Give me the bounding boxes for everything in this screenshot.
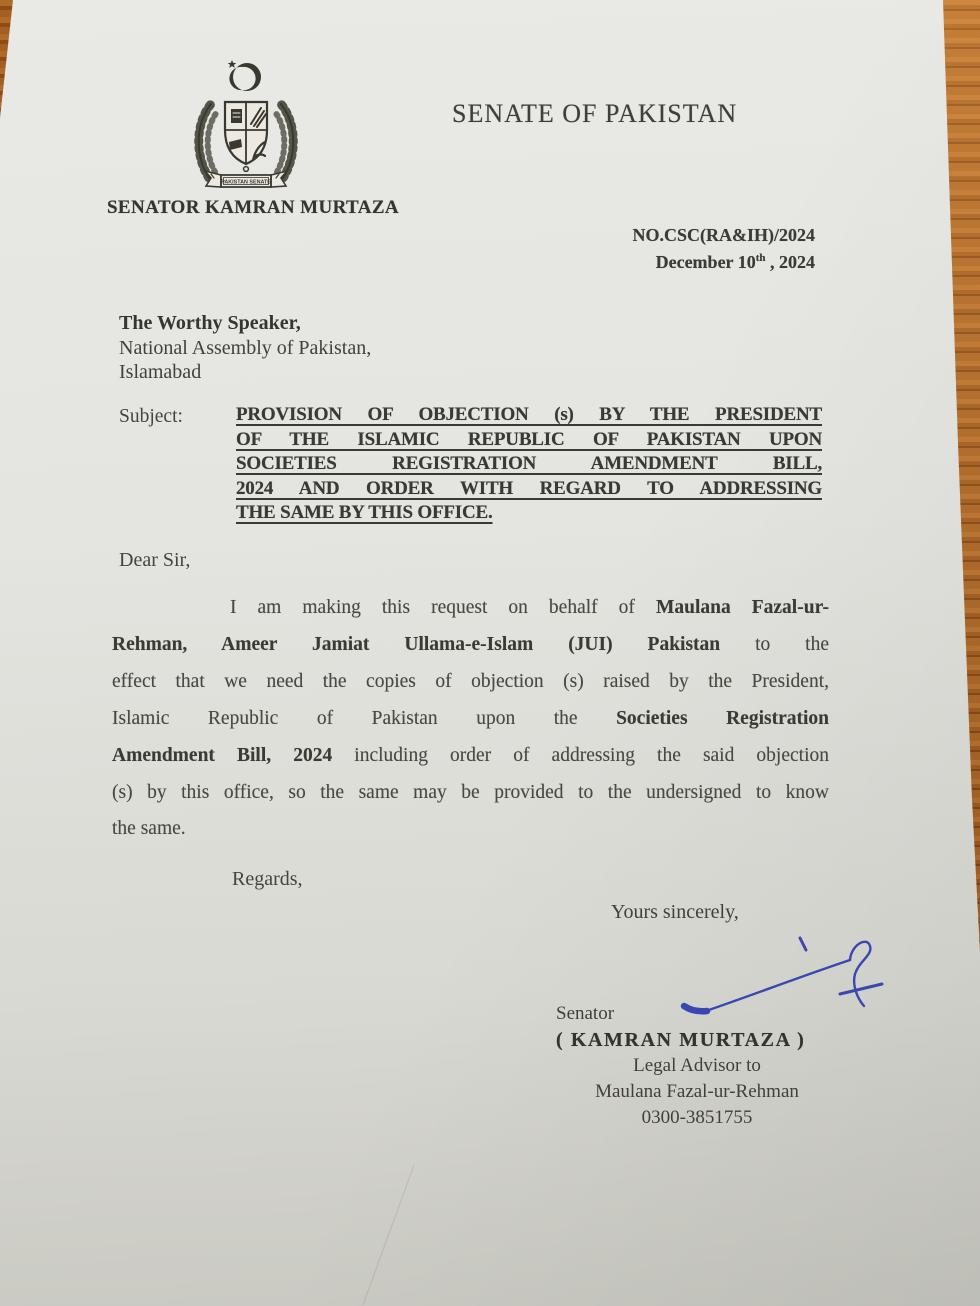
text-run: effect that we need the copies of objection (s) raised by the President, xyxy=(112,670,829,692)
signer-role-2: Maulana Fazal-ur-Rehman xyxy=(595,1081,799,1102)
addressee-city: Islamabad xyxy=(119,361,202,383)
paper-crease xyxy=(362,1164,414,1305)
text-line: SOCIETIES REGISTRATION AMENDMENT BILL, xyxy=(236,453,822,475)
text-line xyxy=(112,590,829,627)
text-line: OF THE ISLAMIC REPUBLIC OF PAKISTAN UPON xyxy=(236,428,822,450)
shield-glyph-1 xyxy=(231,109,242,123)
wreath-left-inner xyxy=(208,112,217,172)
date-ordinal-suffix: th xyxy=(755,252,766,264)
addressee-name: The Worthy Speaker, xyxy=(119,312,301,334)
text-run: I am making this request on behalf of xyxy=(230,597,656,618)
date-text: December 10 xyxy=(655,252,756,272)
banner-text: PAKISTAN SENATE xyxy=(221,179,271,186)
text-line: 2024 AND ORDER WITH REGARD TO ADDRESSING xyxy=(236,477,822,499)
reference-block xyxy=(565,224,815,274)
text-run: Islamic Republic of Pakistan upon the xyxy=(112,707,617,729)
text-line xyxy=(112,701,829,738)
addressee-org: National Assembly of Pakistan, xyxy=(119,336,372,359)
body-paragraph xyxy=(112,590,829,848)
text-line xyxy=(112,775,829,812)
signer-name: ( KAMRAN MURTAZA ) xyxy=(556,1029,806,1051)
text-run: to the xyxy=(720,633,829,655)
date-text: , 2024 xyxy=(765,252,815,272)
subject-label: Subject: xyxy=(119,406,183,427)
text-line xyxy=(112,627,829,664)
table-surface xyxy=(0,0,13,118)
subject-text xyxy=(236,403,822,526)
bold-text-run: Societies Registration xyxy=(616,707,829,729)
bold-text-run: Maulana Fazal-ur- xyxy=(655,597,829,618)
reference-date xyxy=(565,247,815,274)
text-line: PROVISION OF OBJECTION (s) BY THE PRESIDENT xyxy=(236,404,822,425)
text-run: the same. xyxy=(112,818,186,840)
bold-text-run: Rehman, Ameer Jamiat Ullama-e-Islam (JUI) Pakistan xyxy=(112,633,721,655)
reference-number: NO.CSC(RA&IH)/2024 xyxy=(632,225,815,245)
table-surface xyxy=(938,0,980,952)
text-run: (s) by this office, so the same may be provided to the undersigned to know xyxy=(112,781,829,803)
text-line xyxy=(112,738,829,775)
signature-block xyxy=(556,1001,838,1131)
text-line xyxy=(112,811,829,848)
star-icon xyxy=(228,60,237,68)
valediction-line: Yours sincerely, xyxy=(611,901,739,923)
addressee-block xyxy=(119,311,371,385)
letterhead-org-title: SENATE OF PAKISTAN xyxy=(452,99,738,128)
signer-role-1: Legal Advisor to xyxy=(633,1055,761,1076)
signer-phone: 0300-3851755 xyxy=(641,1107,753,1128)
text-line xyxy=(112,664,829,701)
regards-line: Regards, xyxy=(232,868,303,890)
emblem-graphics xyxy=(199,60,294,187)
shield-link xyxy=(244,167,249,172)
text-line: THE SAME BY THIS OFFICE. xyxy=(236,502,493,524)
wreath-right-inner xyxy=(275,112,284,172)
signer-title: Senator xyxy=(556,1003,615,1024)
senate-emblem-logo xyxy=(180,56,312,198)
text-run: including order of addressing the said objection xyxy=(332,744,829,766)
letterhead-senator-name: SENATOR KAMRAN MURTAZA xyxy=(106,197,400,218)
salutation: Dear Sir, xyxy=(119,549,191,571)
bold-text-run: Amendment Bill, 2024 xyxy=(112,744,333,766)
